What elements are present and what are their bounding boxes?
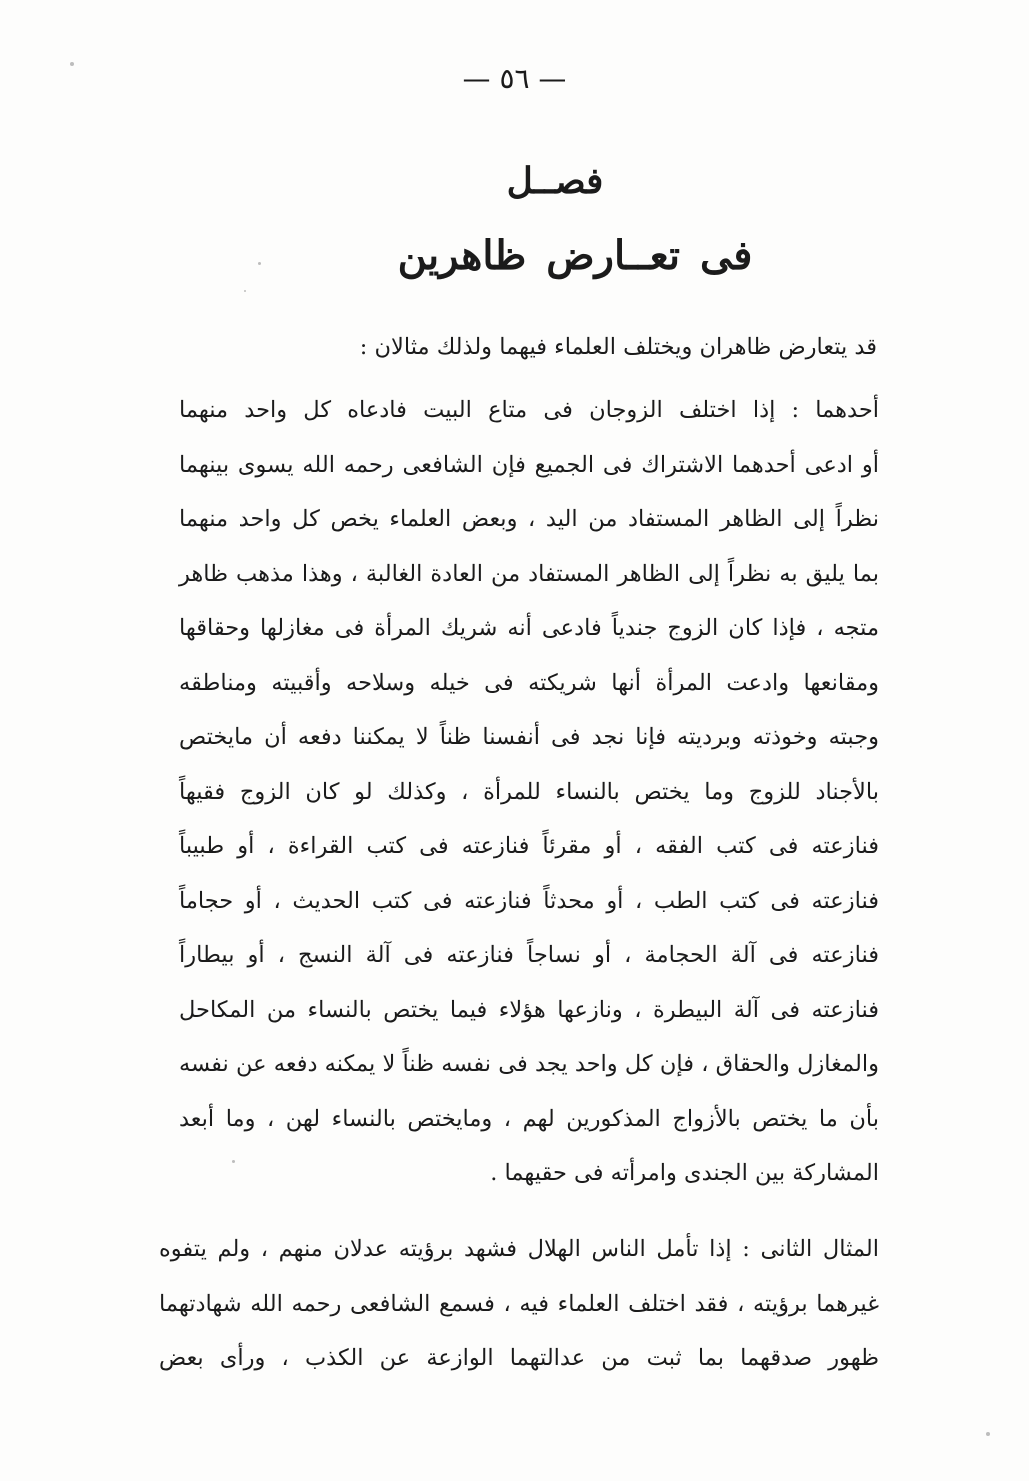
paragraph-line: والمغازل والحقاق ، فإن كل واحد يجد فى نفسه ظناً لا يمكنه دفعه عن نفسه	[179, 1051, 879, 1077]
intro-paragraph	[177, 320, 877, 375]
scan-speck	[244, 290, 246, 292]
chapter-subtitle: فى تعــارض ظاهرين	[397, 232, 753, 279]
paragraph-line: بالأجناد للزوج وما يختص بالنساء للمرأة ، وكذلك لو كان الزوج فقيهاً	[179, 778, 879, 805]
paragraph-line: متجه ، فإذا كان الزوج جندياً فادعى أنه شريك المرأة فى مغازلها وحقاقها	[179, 615, 879, 641]
intro-line: قد يتعارض ظاهران ويختلف العلماء فيهما ولذلك مثالان :	[359, 334, 877, 360]
paragraph-line: المثال الثانى : إذا تأمل الناس الهلال فشهد برؤيته عدلان منهم ، ولم يتفوه	[159, 1236, 879, 1262]
paragraph-line: ظهور صدقهما بما ثبت من عدالتهما الوازعة عن الكذب ، ورأى بعض	[159, 1345, 879, 1371]
scan-speck	[258, 262, 261, 265]
paragraph-line: بأن ما يختص بالأزواج المذكورين لهم ، ومايختص بالنساء لهن ، وما أبعد	[179, 1105, 879, 1132]
page-number: — ٥٦ —	[462, 62, 567, 95]
paragraph-two	[159, 1222, 879, 1386]
paragraph-one	[179, 383, 879, 1201]
paragraph-line: بما يليق به نظراً إلى الظاهر المستفاد من العادة الغالبة ، وهذا مذهب ظاهر	[179, 560, 879, 587]
paragraph-line: فنازعته فى آلة البيطرة ، ونازعها هؤلاء فيما يختص بالنساء من المكاحل	[179, 996, 879, 1023]
paragraph-line: المشاركة بين الجندى وامرأته فى حقيهما .	[490, 1160, 879, 1186]
chapter-title: فصــل	[506, 160, 604, 202]
paragraph-line: نظراً إلى الظاهر المستفاد من اليد ، وبعض العلماء يخص كل واحد منهما	[179, 506, 879, 532]
paragraph-line: أحدهما : إذا اختلف الزوجان فى متاع البيت فادعاه كل واحد منهما	[179, 397, 879, 423]
scan-speck	[70, 62, 74, 66]
scan-speck	[232, 1160, 235, 1163]
paragraph-line: وجبته وخوذته وبرديته فإنا نجد فى أنفسنا ظناً لا يمكننا دفعه أن مايختص	[179, 724, 879, 750]
scan-speck	[986, 1432, 990, 1436]
paragraph-line: فنازعته فى كتب الطب ، أو محدثاً فنازعته فى كتب الحديث ، أو حجاماً	[179, 887, 879, 914]
paragraph-line: فنازعته فى كتب الفقه ، أو مقرئاً فنازعته فى كتب القراءة ، أو طبيباً	[179, 833, 879, 859]
paragraph-line: فنازعته فى آلة الحجامة ، أو نساجاً فنازعته فى آلة النسج ، أو بيطاراً	[179, 942, 879, 968]
paragraph-line: ومقانعها وادعت المرأة أنها شريكته فى خيله وسلاحه وأقبيته ومناطقه	[179, 669, 879, 696]
paragraph-line: أو ادعى أحدهما الاشتراك فى الجميع فإن الشافعى رحمه الله يسوى بينهما	[179, 451, 879, 478]
paragraph-line: غيرهما برؤيته ، فقد اختلف العلماء فيه ، فسمع الشافعى رحمه الله شهادتهما	[159, 1290, 879, 1317]
